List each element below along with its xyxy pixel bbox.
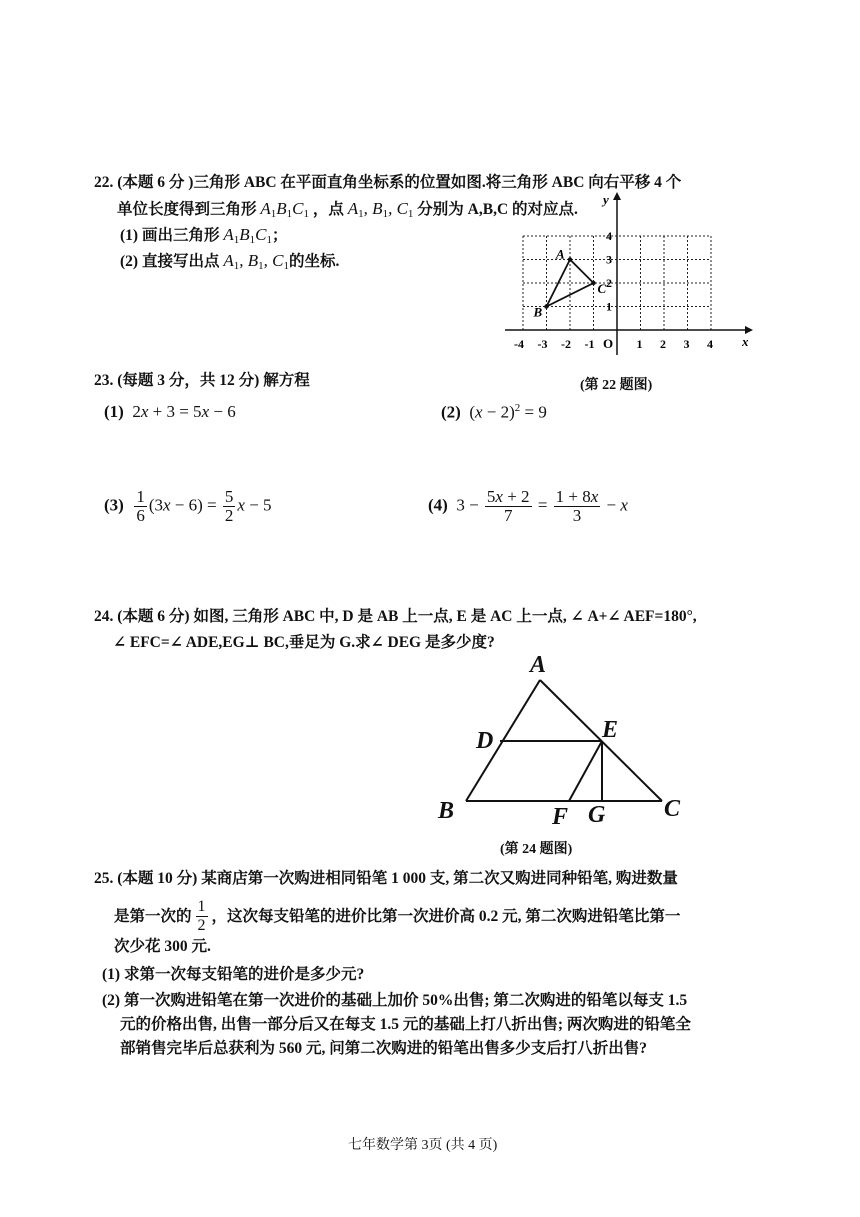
page-footer: 七年数学第 3页 (共 4 页) (348, 1138, 498, 1153)
q22-x-ticks (514, 337, 713, 351)
q22-y-axis-label: y (603, 192, 609, 207)
q25-fraction: $\frac{1}{2}$ (197, 898, 206, 934)
q22-line2: 单位长度得到三角形 $A_1B_1C_1$ ，点 $A_1$, $B_1$, $C_1$ 分别为 A,B,C 的对应点. (117, 199, 578, 220)
q24-label-c: C (664, 796, 681, 822)
q24-label-g: G (588, 802, 606, 828)
q24-label-d: D (476, 728, 494, 754)
q25-part2-line3: 部销售完毕后总获利为 560 元, 问第二次购进的铅笔出售多少支后打八折出售? (120, 1040, 648, 1057)
q22-point-a (568, 257, 572, 261)
q22-y-ticks (606, 229, 612, 314)
q22-point-c (591, 281, 595, 285)
q22-y-tick-label: 2 (606, 276, 612, 290)
q23-equation-3: (3) $\frac{1}{6}$ (3x − 6) = $\frac{5}{2}$ x − 5 (104, 487, 272, 525)
q22-triangle-abc (547, 260, 594, 307)
q22-line1: 22. (本题 6 分 )三角形 ABC 在平面直角坐标系的位置如图.将三角形 ABC 向右平移 4 个 (94, 174, 682, 191)
q22-x-axis-label: x (742, 334, 749, 349)
q23-equation-1: (1) 2x + 3 = 5x − 6 (104, 402, 236, 421)
q22-y-tick-label: 3 (606, 252, 612, 267)
q24-label-e: E (602, 717, 619, 743)
q22-origin-label: O (603, 336, 614, 351)
q22-x-tick-label: -4 (514, 337, 524, 351)
q25-line2: 是第一次的 $\frac{1}{2}$ ，这次每支铅笔的进价比第一次进价高 0.2 元, 第二次购进铅笔比第一 (114, 898, 681, 934)
q24-segment-ef (569, 741, 602, 801)
q22-y-tick-label: 1 (606, 299, 612, 314)
q25-part2-line2: 元的价格出售, 出售一部分后又在每支 1.5 元的基础上打八折出售; 两次购进的铅笔全 (120, 1016, 691, 1033)
q24-caption: (第 24 题图) (500, 842, 573, 857)
q23-equation-4: (4) 3 − $\frac{5x + 2}{7}$ = $\frac{1 + 8x}{3}$ − x (428, 487, 628, 525)
q22-x-arrow (745, 326, 753, 334)
q22-part2: (2) 直接写出点 $A_1$, $B_1$, $C_1$的坐标. (120, 251, 340, 272)
q23-equation-2: (2) $(x - 2)^2 = 9$ (441, 402, 547, 422)
q23-title: 23. (每题 3 分，共 12 分) 解方程 (94, 372, 310, 389)
q22-x-tick-label: -2 (561, 337, 571, 351)
q22-x-tick-label: -1 (584, 337, 595, 351)
q22-x-tick-label: -3 (537, 337, 548, 351)
q25-part1: (1) 求第一次每支铅笔的进价是多少元? (102, 966, 365, 983)
q22-part1: (1) 画出三角形 $A_1B_1C_1$； (120, 225, 288, 246)
q22-x-tick-label: 4 (707, 337, 713, 351)
q25-line3: 次少花 300 元. (114, 938, 211, 955)
q22-point-b (544, 304, 548, 308)
q22-x-tick-label: 3 (683, 337, 690, 351)
q24-label-a: A (530, 652, 547, 678)
q24-line2: ∠ EFC=∠ ADE,EG⊥ BC,垂足为 G.求∠ DEG 是多少度? (113, 634, 495, 651)
q24-label-b: B (438, 798, 455, 824)
q22-point-label-b: B (533, 304, 543, 320)
q25-part2-line1: (2) 第一次购进铅笔在第一次进价的基础上加价 50%出售; 第二次购进的铅笔以每支 1.5 (102, 992, 688, 1009)
q22-y-tick-label: 4 (606, 229, 612, 243)
q22-y-arrow (613, 192, 621, 200)
q22-coordinate-figure (495, 190, 755, 360)
q24-triangle-figure (430, 650, 700, 830)
q22-point-label-c: C (597, 281, 607, 296)
q24-line1: 24. (本题 6 分) 如图, 三角形 ABC 中, D 是 AB 上一点, E 是 AC 上一点, ∠ A+∠ AEF=180°, (94, 608, 697, 625)
q22-point-label-a: A (556, 246, 565, 262)
q24-label-f: F (552, 804, 569, 830)
q25-line1: 25. (本题 10 分) 某商店第一次购进相同铅笔 1 000 支, 第二次又购进同种铅笔, 购进数量 (94, 870, 678, 887)
q22-x-tick-label: 1 (636, 337, 643, 351)
q22-x-tick-label: 2 (660, 337, 666, 351)
q22-caption: (第 22 题图) (580, 378, 653, 393)
